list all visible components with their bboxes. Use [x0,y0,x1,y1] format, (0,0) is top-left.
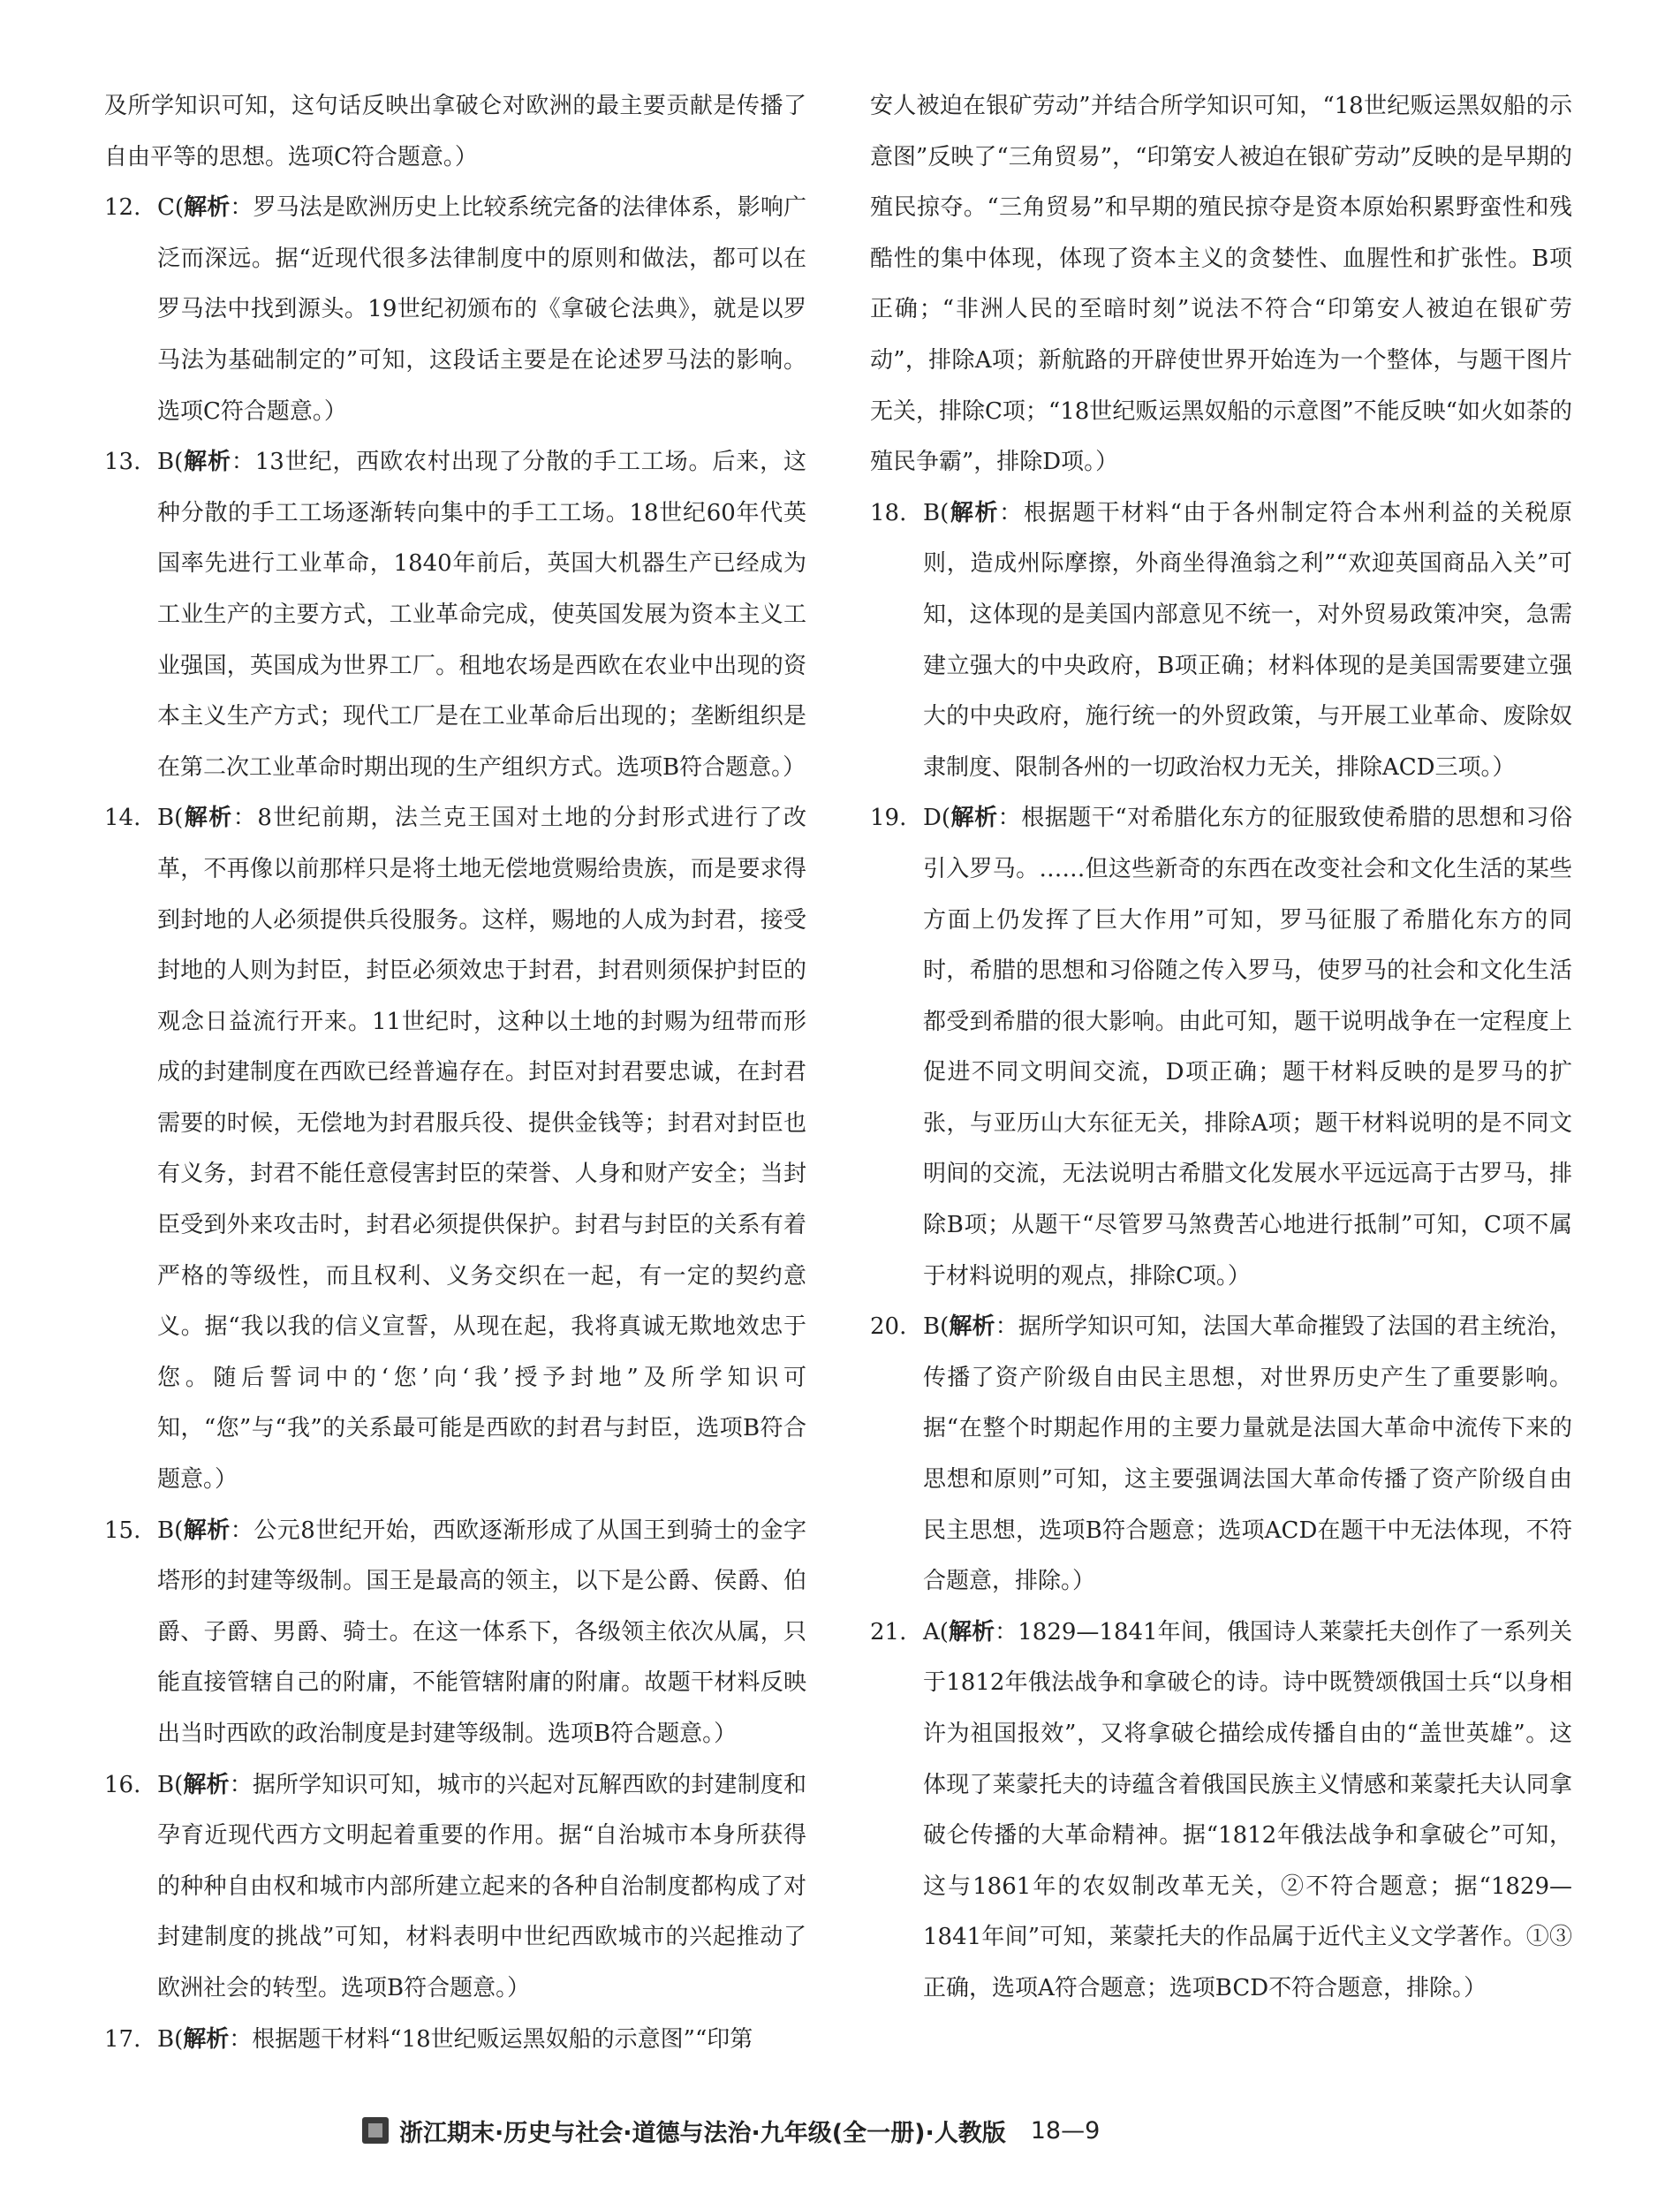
explanation-text: 据所学知识可知，法国大革命摧毁了法国的君主统治，传播了资产阶级自由民主思想，对世界历史产生了重要影响。据“在整个时期起作用的主要力量就是法国大革命中流传下来的思想和原则”可知，这主要强调法国大革命传播了资产阶级自由民主思想，选项B符合题意；选项ACD在题干中无法体现，不符合题意，排除。） [923,1313,1572,1595]
item-number: 21. [870,1618,907,1646]
answer-item-12: 12. C(解析：罗马法是欧洲历史上比较系统完备的法律体系，影响广泛而深远。据“近现代很多法律制度中的原则和做法，都可以在罗马法中找到源头。19世纪初颁布的《拿破仑法典》，就是以罗马法为基础制定的”可知，这段话主要是在论述罗马法的影响。选项C符合题意。） [104,183,806,437]
item-number: 12. [104,194,141,222]
explanation-text: 1829—1841年间，俄国诗人莱蒙托夫创作了一系列关于1812年俄法战争和拿破仑的诗。诗中既赞颂俄国士兵“以身相许为祖国报效”，又将拿破仑描绘成传播自由的“盖世英雄”。这体现了莱蒙托夫的诗蕴含着俄国民族主义情感和莱蒙托夫认同拿破仑传播的大革命精神。据“1812年俄法战争和拿破仑”可知，这与1861年的农奴制改革无关，②不符合题意；据“1829—1841年间”可知，莱蒙托夫的作品属于近代主义文学著作。①③正确，选项A符合题意；选项BCD不符合题意，排除。） [923,1618,1572,2001]
publisher-logo-icon [362,2117,389,2144]
explanation-text: 根据题干材料“18世纪贩运黑奴船的示意图”“印第 [252,2025,753,2053]
explanation-text: 公元8世纪开始，西欧逐渐形成了从国王到骑士的金字塔形的封建等级制。国王是最高的领主，以下是公爵、侯爵、伯爵、子爵、男爵、骑士。在这一体系下，各级领主依次从属，只能直接管辖自己的附庸，不能管辖附庸的附庸。故题干材料反映出当时西欧的政治制度是封建等级制。选项B符合题意。） [157,1517,806,1747]
item-number: 14. [104,805,141,832]
answer-item-13: 13. B(解析：13世纪，西欧农村出现了分散的手工工场。后来，这种分散的手工工场逐渐转向集中的手工工场。18世纪60年代英国率先进行工业革命，1840年前后，英国大机器生产已经成为工业生产的主要方式，工业革命完成，使英国发展为资本主义工业强国，英国成为世界工厂。租地农场是西欧在农业中出现的资本主义生产方式；现代工厂是在工业革命后出现的；垄断组织是在第二次工业革命时期出现的生产组织方式。选项B符合题意。） [104,437,806,793]
item-number: 19. [870,805,907,832]
explanation-text: 根据题干材料“由于各州制定符合本州利益的关税原则，造成州际摩擦，外商坐得渔翁之利”“欢迎英国商品入关”可知，这体现的是美国内部意见不统一，对外贸易政策冲突，急需建立强大的中央政府，B项正确；材料体现的是美国需要建立强大的中央政府，施行统一的外贸政策，与开展工业革命、废除奴隶制度、限制各州的一切政治权力无关，排除ACD三项。） [923,499,1572,781]
answer-item-19: 19. D(解析：根据题干“对希腊化东方的征服致使希腊的思想和习俗引入罗马。……但这些新奇的东西在改变社会和文化生活的某些方面上仍发挥了巨大作用”可知，罗马征服了希腊化东方的同时，希腊的思想和习俗随之传入罗马，使罗马的社会和文化生活都受到希腊的很大影响。由此可知，题干说明战争在一定程度上促进不同文明间交流，D项正确；题干材料反映的是罗马的扩张，与亚历山大东征无关，排除A项；题干材料说明的是不同文明间的交流，无法说明古希腊文化发展水平远远高于古罗马，排除B项；从题干“尽管罗马煞费苦心地进行抵制”可知，C项不属于材料说明的观点，排除C项。） [870,793,1572,1302]
analysis-label: 解析 [184,194,231,222]
answer-letter: B [157,805,175,832]
answer-letter: A [923,1618,940,1646]
item-number: 16. [104,1771,141,1798]
answer-letter: C [157,194,175,222]
explanation-text: 据所学知识可知，城市的兴起对瓦解西欧的封建制度和孕育近现代西方文明起着重要的作用。据“自治城市本身所获得的种种自由权和城市内部所建立起来的各种自治制度都构成了对封建制度的挑战”可知，材料表明中世纪西欧城市的兴起推动了欧洲社会的转型。选项B符合题意。） [157,1771,806,2001]
item-number: 17. [104,2025,141,2053]
answer-letter: B [157,2025,175,2053]
analysis-label: 解析 [949,499,1000,526]
footer-title: 浙江期末·历史与社会·道德与法治·九年级(全一册)·人教版 [399,2119,1006,2147]
analysis-label: 解析 [948,1618,995,1646]
answer-item-14: 14. B(解析：8世纪前期，法兰克王国对土地的分封形式进行了改革，不再像以前那样只是将土地无偿地赏赐给贵族，而是要求得到封地的人必须提供兵役服务。这样，赐地的人成为封君，接受封地的人则为封臣，封臣必须效忠于封君，封君则须保护封臣的观念日益流行开来。11世纪时，这种以土地的封赐为纽带而形成的封建制度在西欧已经普遍存在。封臣对封君要忠诚，在封君需要的时候，无偿地为封君服兵役、提供金钱等；封君对封臣也有义务，封君不能任意侵害封臣的荣誉、人身和财产安全；当封臣受到外来攻击时，封君必须提供保护。封君与封臣的关系有着严格的等级性，而且权利、义务交织在一起，有一定的契约意义。据“我以我的信义宣誓，从现在起，我将真诚无欺地效忠于您。随后誓词中的‘您’向‘我’授予封地”及所学知识可知，“您”与“我”的关系最可能是西欧的封君与封臣，选项B符合题意。） [104,793,806,1505]
answer-letter: B [157,449,175,476]
left-column [104,81,806,2065]
answer-item-18: 18. B(解析：根据题干材料“由于各州制定符合本州利益的关税原则，造成州际摩擦，外商坐得渔翁之利”“欢迎英国商品入关”可知，这体现的是美国内部意见不统一，对外贸易政策冲突，急需建立强大的中央政府，B项正确；材料体现的是美国需要建立强大的中央政府，施行统一的外贸政策，与开展工业革命、废除奴隶制度、限制各州的一切政治权力无关，排除ACD三项。） [870,488,1572,794]
answer-item-21: 21. A(解析：1829—1841年间，俄国诗人莱蒙托夫创作了一系列关于1812年俄法战争和拿破仑的诗。诗中既赞颂俄国士兵“以身相许为祖国报效”，又将拿破仑描绘成传播自由的“盖世英雄”。这体现了莱蒙托夫的诗蕴含着俄国民族主义情感和莱蒙托夫认同拿破仑传播的大革命精神。据“1812年俄法战争和拿破仑”可知，这与1861年的农奴制改革无关，②不符合题意；据“1829—1841年间”可知，莱蒙托夫的作品属于近代主义文学著作。①③正确，选项A符合题意；选项BCD不符合题意，排除。） [870,1608,1572,2015]
answer-letter: B [157,1771,175,1798]
analysis-label: 解析 [950,805,998,832]
answer-letter: D [923,805,942,832]
analysis-label: 解析 [183,805,233,832]
analysis-label: 解析 [183,449,231,476]
item-number: 15. [104,1517,141,1544]
item-number: 20. [870,1313,907,1341]
answer-item-16: 16. B(解析：据所学知识可知，城市的兴起对瓦解西欧的封建制度和孕育近现代西方文明起着重要的作用。据“自治城市本身所获得的种种自由权和城市内部所建立起来的各种自治制度都构成了对封建制度的挑战”可知，材料表明中世纪西欧城市的兴起推动了欧洲社会的转型。选项B符合题意。） [104,1760,806,2015]
answer-item-20: 20. B(解析：据所学知识可知，法国大革命摧毁了法国的君主统治，传播了资产阶级自由民主思想，对世界历史产生了重要影响。据“在整个时期起作用的主要力量就是法国大革命中流传下来的思想和原则”可知，这主要强调法国大革命传播了资产阶级自由民主思想，选项B符合题意；选项ACD在题干中无法体现，不符合题意，排除。） [870,1302,1572,1608]
answer-letter: B [923,1313,941,1341]
page-number: 18—9 [1030,2116,1101,2145]
answer-item-17: 17. B(解析：根据题干材料“18世纪贩运黑奴船的示意图”“印第 [104,2015,806,2066]
analysis-label: 解析 [949,1313,995,1341]
continuation-text: 安人被迫在银矿劳动”并结合所学知识可知，“18世纪贩运黑奴船的示意图”反映了“三角贸易”，“印第安人被迫在银矿劳动”反映的是早期的殖民掠夺。“三角贸易”和早期的殖民掠夺是资本原始积累野蛮性和残酷性的集中体现，体现了资本主义的贪婪性、血腥性和扩张性。B项正确；“非洲人民的至暗时刻”说法不符合“印第安人被迫在银矿劳动”，排除A项；新航路的开辟使世界开始连为一个整体，与题干图片无关，排除C项；“18世纪贩运黑奴船的示意图”不能反映“如火如荼的殖民争霸”，排除D项。） [870,93,1572,476]
item-number: 18. [870,499,907,526]
continuation-text: 及所学知识可知，这句话反映出拿破仑对欧洲的最主要贡献是传播了自由平等的思想。选项C符合题意。） [104,93,806,170]
analysis-label: 解析 [183,2025,230,2053]
item-number: 13. [104,449,141,476]
explanation-text: 根据题干“对希腊化东方的征服致使希腊的思想和习俗引入罗马。……但这些新奇的东西在改变社会和文化生活的某些方面上仍发挥了巨大作用”可知，罗马征服了希腊化东方的同时，希腊的思想和习俗随之传入罗马，使罗马的社会和文化生活都受到希腊的很大影响。由此可知，题干说明战争在一定程度上促进不同文明间交流，D项正确；题干材料反映的是罗马的扩张，与亚历山大东征无关，排除A项；题干材料说明的是不同文明间的交流，无法说明古希腊文化发展水平远远高于古罗马，排除B项；从题干“尽管罗马煞费苦心地进行抵制”可知，C项不属于材料说明的观点，排除C项。） [923,805,1572,1290]
explanation-text: 13世纪，西欧农村出现了分散的手工工场。后来，这种分散的手工工场逐渐转向集中的手工工场。18世纪60年代英国率先进行工业革命，1840年前后，英国大机器生产已经成为工业生产的主要方式，工业革命完成，使英国发展为资本主义工业强国，英国成为世界工厂。租地农场是西欧在农业中出现的资本主义生产方式；现代工厂是在工业革命后出现的；垄断组织是在第二次工业革命时期出现的生产组织方式。选项B符合题意。） [157,449,806,781]
answer-letter: B [157,1517,175,1544]
analysis-label: 解析 [183,1517,231,1544]
explanation-text: 罗马法是欧洲历史上比较系统完备的法律体系，影响广泛而深远。据“近现代很多法律制度中的原则和做法，都可以在罗马法中找到源头。19世纪初颁布的《拿破仑法典》，就是以罗马法为基础制定的”可知，这段话主要是在论述罗马法的影响。选项C符合题意。） [157,194,806,425]
explanation-text: 8世纪前期，法兰克王国对土地的分封形式进行了改革，不再像以前那样只是将土地无偿地赏赐给贵族，而是要求得到封地的人必须提供兵役服务。这样，赐地的人成为封君，接受封地的人则为封臣，封臣必须效忠于封君，封君则须保护封臣的观念日益流行开来。11世纪时，这种以土地的封赐为纽带而形成的封建制度在西欧已经普遍存在。封臣对封君要忠诚，在封君需要的时候，无偿地为封君服兵役、提供金钱等；封君对封臣也有义务，封君不能任意侵害封臣的荣誉、人身和财产安全；当封臣受到外来攻击时，封君必须提供保护。封君与封臣的关系有着严格的等级性，而且权利、义务交织在一起，有一定的契约意义。据“我以我的信义宣誓，从现在起，我将真诚无欺地效忠于您。随后誓词中的‘您’向‘我’授予封地”及所学知识可知，“您”与“我”的关系最可能是西欧的封君与封臣，选项B符合题意。） [157,805,806,1494]
right-column [870,81,1572,2015]
page-footer [362,2104,1100,2157]
answer-letter: B [923,499,941,526]
answer-item-15: 15. B(解析：公元8世纪开始，西欧逐渐形成了从国王到骑士的金字塔形的封建等级制。国王是最高的领主，以下是公爵、侯爵、伯爵、子爵、男爵、骑士。在这一体系下，各级领主依次从属，只能直接管辖自己的附庸，不能管辖附庸的附庸。故题干材料反映出当时西欧的政治制度是封建等级制。选项B符合题意。） [104,1506,806,1760]
analysis-label: 解析 [183,1771,230,1798]
